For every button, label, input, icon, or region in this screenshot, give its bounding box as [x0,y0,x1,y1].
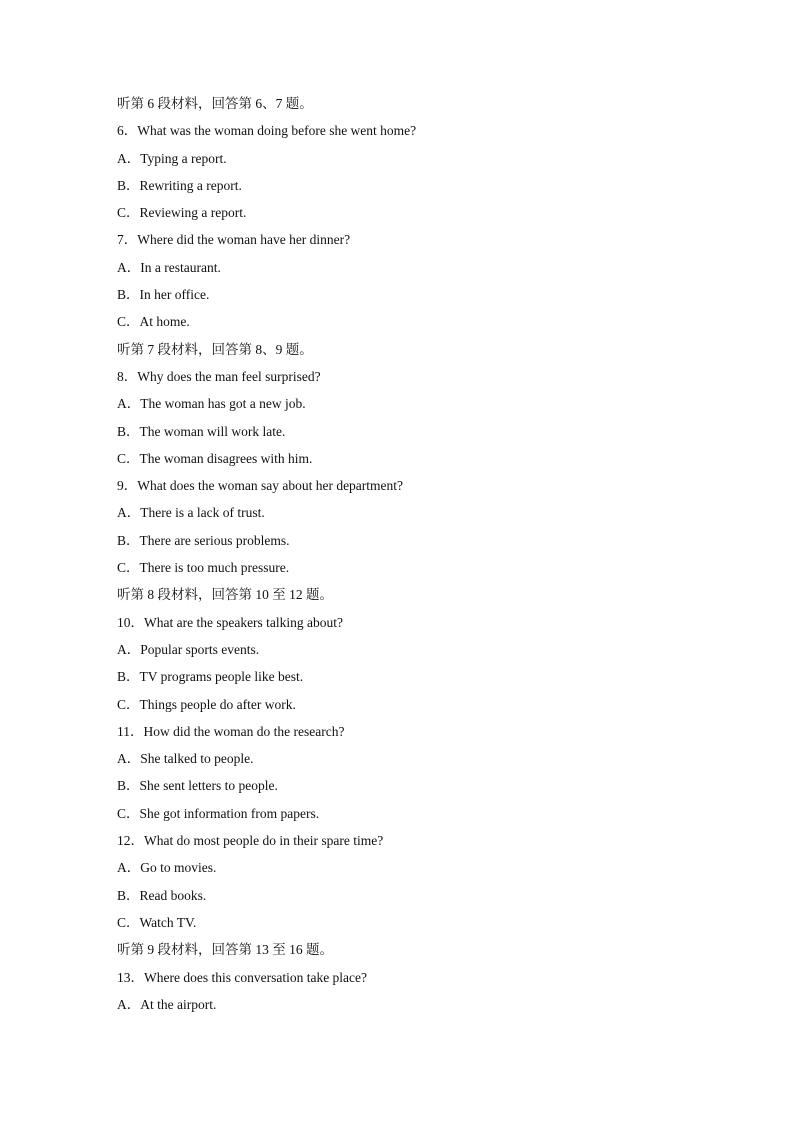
question-12-option-b: B．Read books. [117,887,207,903]
question-10-option-c: C．Things people do after work. [117,696,296,712]
question-13: 13．Where does this conversation take place? [117,969,368,985]
question-11-option-c: C．She got information from papers. [117,805,320,821]
section-instruction-8: 听第 8 段材料，回答第 10 至 12 题。 [117,587,333,603]
question-12-option-a: A．Go to movies. [117,860,217,876]
question-7: 7．Where did the woman have her dinner? [117,232,351,248]
question-10: 10．What are the speakers talking about? [117,614,344,630]
section-instruction-6: 听第 6 段材料，回答第 6、7 题。 [117,96,313,111]
question-8: 8．Why does the man feel surprised? [117,368,321,384]
section-instruction-9: 听第 9 段材料，回答第 13 至 16 题。 [117,942,333,958]
question-11-option-a: A．She talked to people. [117,751,254,767]
question-6-option-a: A．Typing a report. [117,150,227,166]
question-12-option-c: C．Watch TV. [117,914,197,930]
question-13-option-a: A．At the airport. [117,996,217,1012]
question-8-option-c: C．The woman disagrees with him. [117,450,313,466]
question-9-option-b: B．There are serious problems. [117,532,290,548]
question-9: 9．What does the woman say about her department? [117,478,404,494]
question-7-option-a: A．In a restaurant. [117,259,221,275]
question-11-option-b: B．She sent letters to people. [117,778,278,794]
question-7-option-c: C．At home. [117,314,190,330]
question-6: 6．What was the woman doing before she went home? [117,123,417,139]
section-instruction-7: 听第 7 段材料，回答第 8、9 题。 [117,341,313,357]
question-10-option-b: B．TV programs people like best. [117,669,304,685]
question-12: 12．What do most people do in their spare time? [117,833,384,849]
question-10-option-a: A．Popular sports events. [117,641,260,657]
question-6-option-b: B．Rewriting a report. [117,177,242,193]
question-8-option-b: B．The woman will work late. [117,423,286,439]
question-6-option-c: C．Reviewing a report. [117,205,247,221]
question-9-option-a: A．There is a lack of trust. [117,505,265,521]
question-11: 11．How did the woman do the research? [117,723,345,739]
question-7-option-b: B．In her office. [117,287,210,303]
question-9-option-c: C．There is too much pressure. [117,560,290,576]
question-8-option-a: A．The woman has got a new job. [117,396,306,412]
question-list [117,94,717,1022]
